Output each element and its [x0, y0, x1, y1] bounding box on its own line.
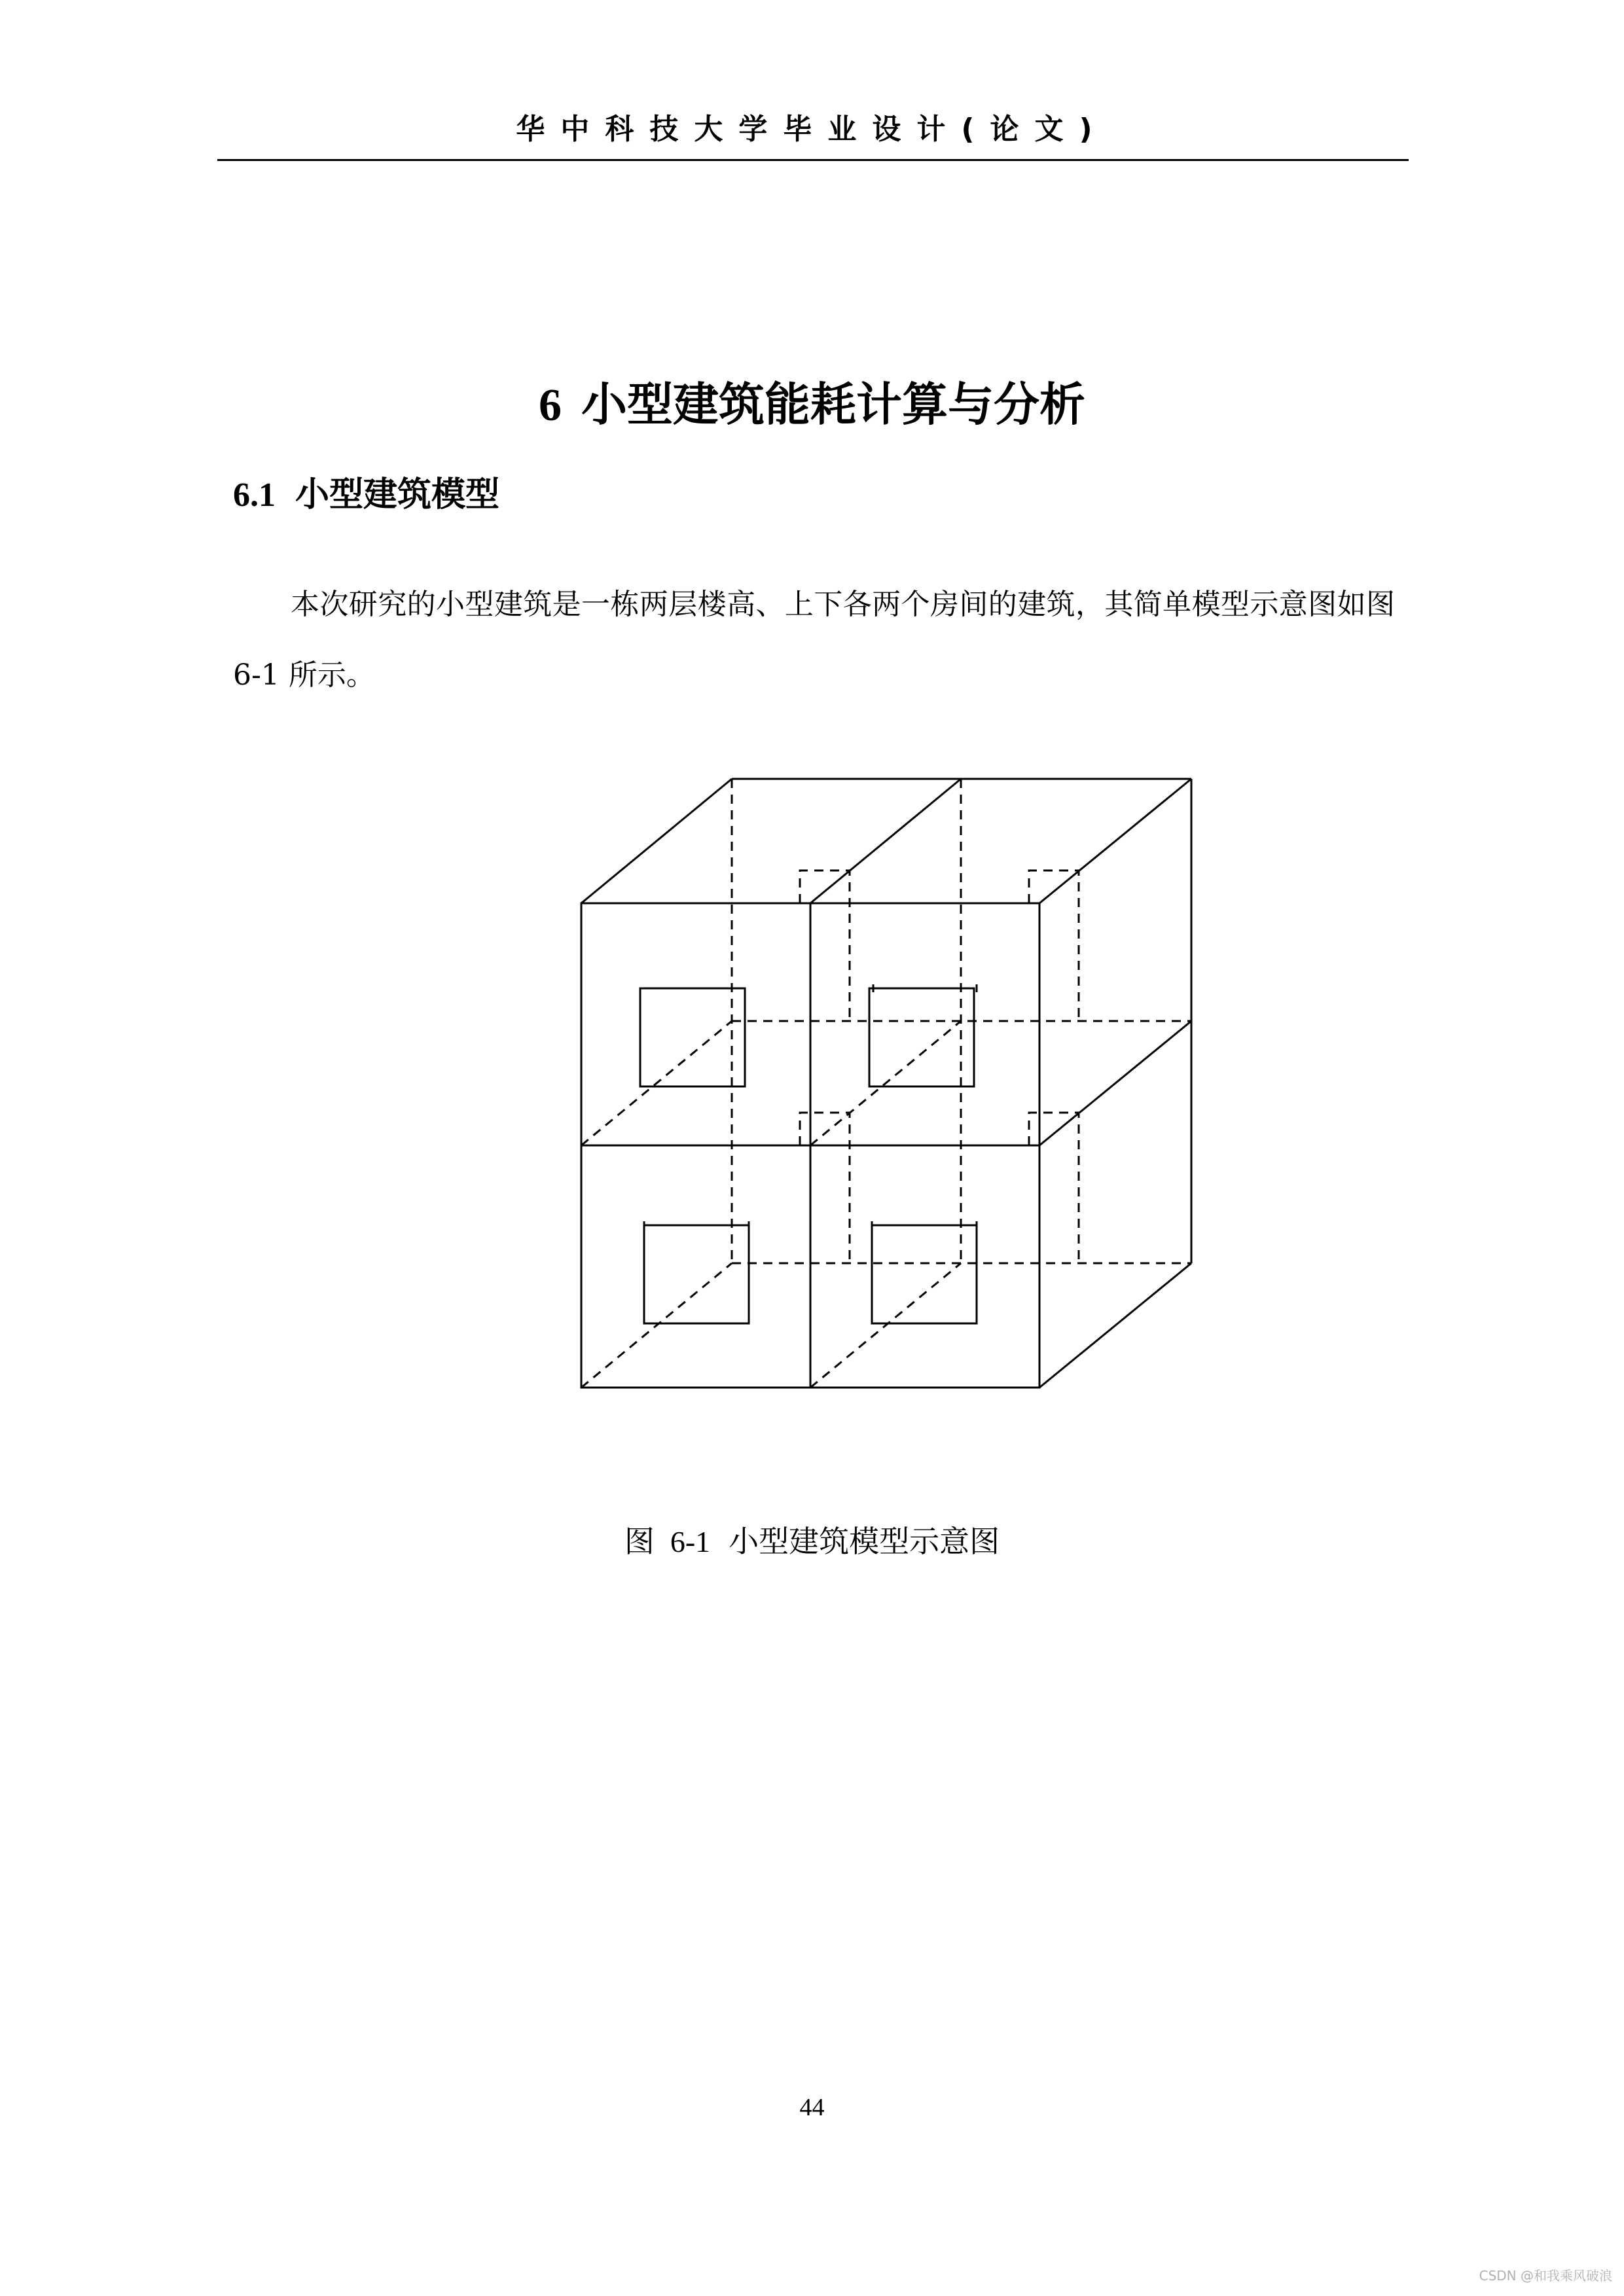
hidden-left-floor-diagonal [581, 1021, 732, 1145]
hidden-middle-bottom-diagonal [810, 1263, 961, 1388]
header-rule [217, 159, 1409, 161]
building-model-figure [563, 759, 1204, 1401]
top-right-edge [1039, 779, 1191, 903]
hidden-window-back-lower-left [800, 1113, 850, 1263]
top-left-edge [581, 779, 732, 903]
figure-caption-text: 小型建筑模型示意图 [729, 1524, 1000, 1559]
window-lower-left [644, 1225, 749, 1323]
chapter-heading [0, 372, 1624, 439]
hidden-window-back-lower-right [1029, 1113, 1079, 1263]
building-model-drawing [563, 759, 1204, 1401]
running-header-title: 华中科技大学毕业设计(论文) [516, 113, 1108, 146]
top-middle-edge [810, 779, 961, 903]
watermark: CSDN @和我乘风破浪 [1479, 2268, 1612, 2284]
chapter-title-text: 小型建筑能耗计算与分析 [581, 378, 1085, 431]
page-number: 44 [799, 2094, 825, 2121]
hidden-window-back-upper-left [800, 870, 850, 1021]
hidden-window-back-upper-right [1029, 870, 1079, 1021]
section-number: 6.1 [233, 476, 276, 514]
window-upper-right [869, 988, 974, 1086]
figure-number: 6-1 [670, 1525, 711, 1558]
chapter-number: 6 [539, 380, 562, 431]
hidden-left-bottom-diagonal [581, 1263, 732, 1388]
window-upper-left [640, 988, 745, 1086]
section-title-text: 小型建筑模型 [295, 475, 500, 514]
right-floor-edge [1039, 1021, 1191, 1145]
body-paragraph: 本次研究的小型建筑是一栋两层楼高、上下各两个房间的建筑，其简单模型示意图如图 6-1 所示。 [233, 588, 1395, 692]
right-bottom-edge [1039, 1263, 1191, 1388]
section-heading [233, 470, 499, 520]
figure-label: 图 [624, 1524, 655, 1559]
hidden-middle-floor-diagonal [810, 1021, 961, 1145]
figure-caption [0, 1518, 1624, 1565]
